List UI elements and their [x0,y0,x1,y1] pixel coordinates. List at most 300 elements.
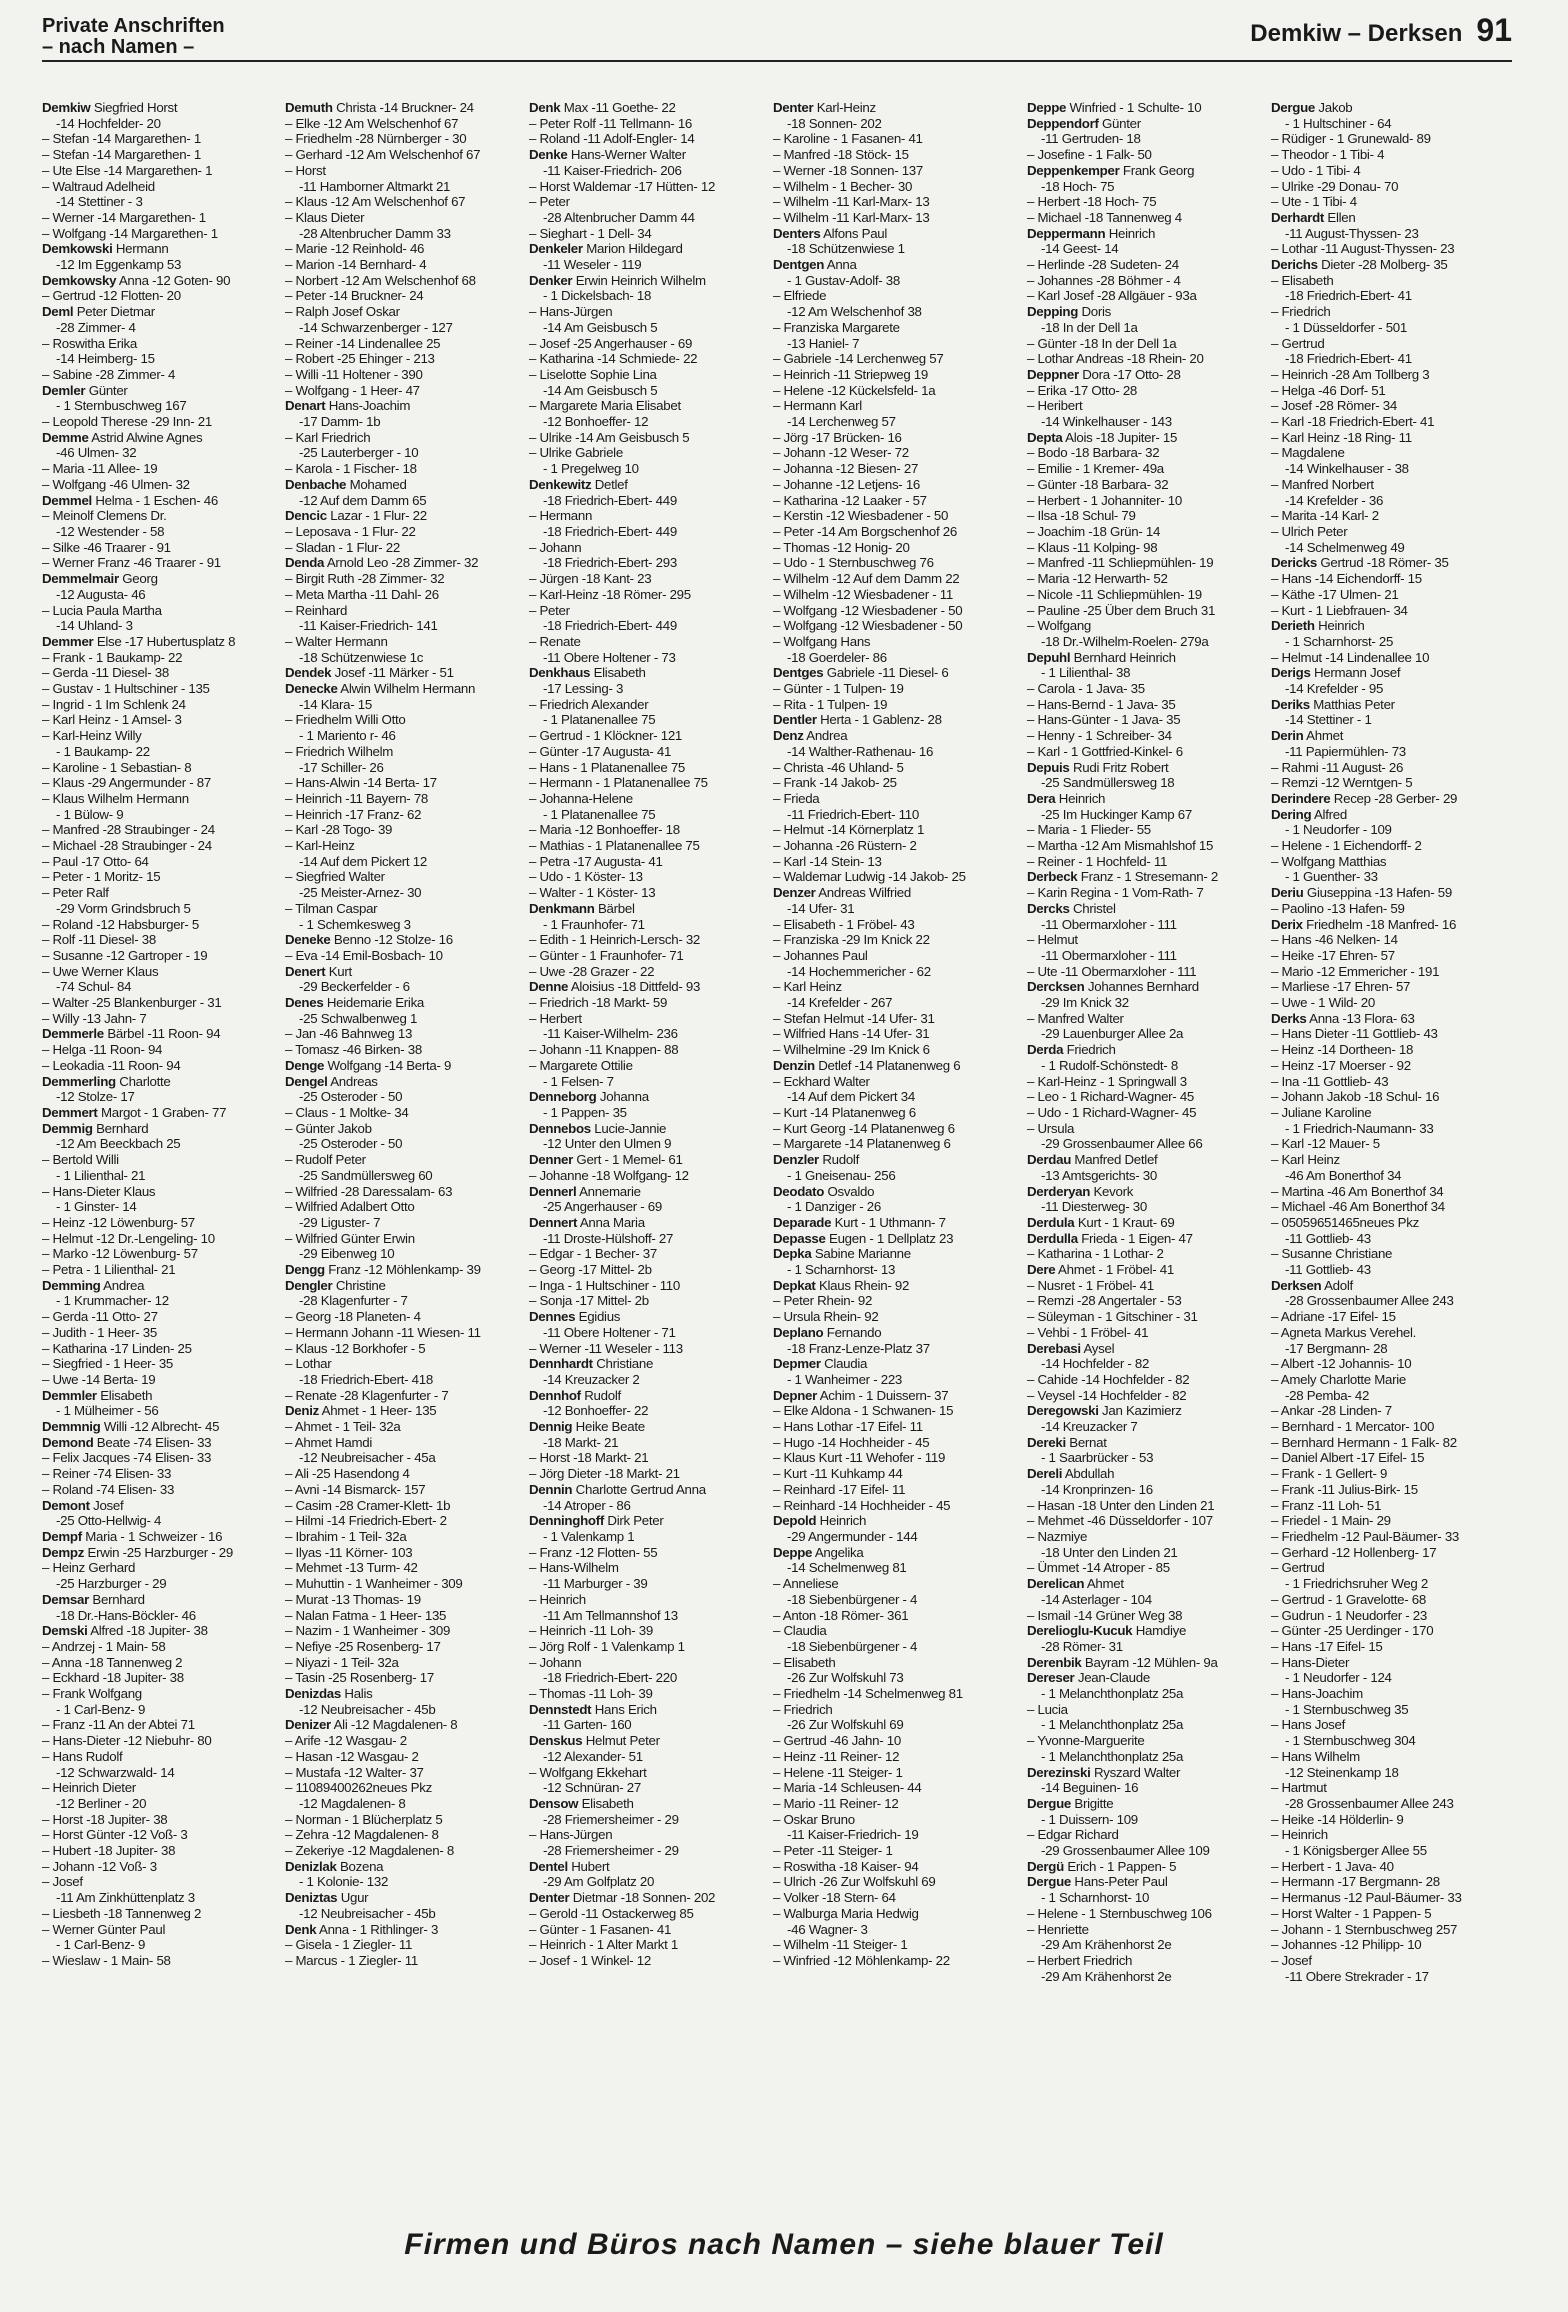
page-number: 91 [1476,12,1512,48]
surname: Denk [285,1921,317,1937]
entry-line: – Yvonne-Marguerite [1027,1733,1145,1749]
entry-line: – Erika -17 Otto- 28 [1027,382,1138,398]
entry-line: – Rita - 1 Tulpen- 19 [773,696,888,712]
surname-entry [285,932,520,948]
entry-line: – Hermann -17 Bergmann- 28 [1271,1874,1440,1890]
entry-line: – Hans - 1 Platanenallee 75 [529,759,686,775]
entry-line: – Hermanus -12 Paul-Bäumer- 33 [1271,1890,1462,1906]
surname-entry [285,1262,520,1278]
entry-line: – Johann Jakob -18 Schul- 16 [1271,1089,1440,1105]
entry-line: – Paolino -13 Hafen- 59 [1271,900,1405,916]
surname-entry [1027,1796,1262,1812]
surname-entry [1271,100,1506,116]
address-line: -12 Schwarzwald- 14 [56,1764,175,1780]
entry-line: – 11089400262neues Pkz [285,1780,432,1796]
address-line: -14 Hochfelder- 20 [56,115,161,131]
entry-line: – Hans Wilhelm [1271,1748,1360,1764]
surname: Deregowski [1027,1403,1099,1419]
entry-line: – Herbert -18 Hoch- 75 [1027,194,1157,210]
address-line: -28 Klagenfurter - 7 [299,1293,408,1309]
page-header [42,10,1512,62]
entry-line: – Ulrike Gabriele [529,445,623,461]
surname: Dennin [529,1481,573,1497]
entry-line: – Udo - 1 Richard-Wagner- 45 [1027,1105,1197,1120]
entry-line: – Kurt Georg -14 Platanenweg 6 [773,1120,955,1136]
entry-line: – Karl Heinz - 1 Amsel- 3 [42,712,182,728]
entry-detail: Heinrich [1318,618,1365,634]
surname-entry [285,508,520,524]
entry-line: – Hans-Joachim [1271,1686,1363,1702]
surname: Dereli [1027,1466,1063,1482]
entry-line: – Thomas -12 Honig- 20 [773,539,910,555]
address-line: - 1 Lilienthal- 38 [1041,665,1131,681]
entry-detail: Hans-Peter Paul [1074,1874,1168,1890]
surname-entry [1271,791,1506,807]
entry-line: – Heinrich -28 Am Tollberg 3 [1271,366,1430,382]
address-line: -29 Im Knick 32 [1041,995,1129,1011]
entry-detail: Heinrich [819,1513,867,1529]
address-line: - 1 Neudorfer - 109 [1285,822,1392,838]
entry-line: – Stefan -14 Margarethen- 1 [42,147,201,163]
entry-line: – Franziska -29 Im Knick 22 [773,932,930,948]
address-line: -13 Amtsgerichts- 30 [1041,1167,1157,1183]
surname-entry [773,712,1008,728]
entry-line: – Werner -18 Sonnen- 137 [773,162,923,178]
entry-line: – Herbert [529,1010,582,1026]
surname-entry [773,1058,1008,1074]
entry-line: – Leposava - 1 Flur- 22 [285,523,416,539]
entry-line: – Tasin -25 Rosenberg- 17 [285,1670,434,1686]
address-line: - 1 Carl-Benz- 9 [56,1701,146,1717]
surname: Denkmann [529,900,595,916]
entry-line: – Katharina - 1 Lothar- 2 [1027,1246,1164,1262]
surname-entry [1271,555,1506,571]
surname: Depkat [773,1277,816,1293]
surname: Dennhof [529,1387,581,1403]
address-line: -12 Westender - 58 [56,523,165,539]
surname: Demkiw [42,100,91,115]
address-line: -14 Winkelhauser - 143 [1041,414,1172,430]
surname: Dergue [1027,1795,1072,1811]
surname: Deppe [773,1544,813,1560]
surname: Depuhl [1027,649,1071,665]
entry-detail: Rudolf [584,1387,621,1403]
entry-line: – Ilyas -11 Körner- 103 [285,1544,413,1560]
surname-entry [1271,1278,1506,1294]
entry-line: – Helene -11 Steiger- 1 [773,1764,903,1780]
entry-detail: Anna -13 Flora- 63 [1309,1010,1415,1026]
surname-entry [529,1796,764,1812]
surname: Denskus [529,1733,583,1749]
entry-line: – Anton -18 Römer- 361 [773,1607,909,1623]
surname: Demmig [42,1120,93,1136]
entry-line: – Margarete Ottilie [529,1057,633,1073]
entry-line: – Wilhelm -11 Karl-Marx- 13 [773,209,930,225]
entry-detail: Ahmet [1306,728,1344,744]
entry-line: – Lothar -11 August-Thyssen- 23 [1271,241,1455,257]
entry-line: – Elisabeth - 1 Fröbel- 43 [773,916,915,932]
surname: Denters [773,225,821,241]
surname-entry [1027,1262,1262,1278]
entry-detail: Detlef -14 Platanenweg 6 [818,1057,961,1073]
entry-line: – Frieda [773,790,820,806]
surname: Dennstedt [529,1701,592,1717]
entry-line: – Wilfried Hans -14 Ufer- 31 [773,1026,930,1042]
surname-entry [1271,257,1506,273]
entry-line: – Tomasz -46 Birken- 38 [285,1042,422,1058]
entry-line: – Ute - 1 Tibi- 4 [1271,194,1357,210]
entry-line: – Hans-Wilhelm [529,1560,619,1576]
entry-line: – Wilhelmine -29 Im Knick 6 [773,1042,930,1058]
address-line: -11 Obere Holtener - 73 [543,649,676,665]
entry-line: – Ulrike -29 Donau- 70 [1271,178,1399,194]
address-line: -12 Neubreisacher - 45b [299,1905,436,1921]
entry-line: – Jörg Dieter -18 Markt- 21 [529,1466,680,1482]
entry-line: – Friedrich Wilhelm [285,743,394,759]
address-line: -29 Grossenbaumer Allee 66 [1041,1136,1203,1152]
entry-detail: Hans Erich [594,1701,657,1717]
address-line: -18 Friedrich-Ebert- 220 [543,1670,677,1686]
entry-line: – Margarete Maria Elisabet [529,398,681,414]
entry-line: – Elke Aldona - 1 Schwanen- 15 [773,1403,954,1419]
entry-line: – Elfriede [773,288,827,304]
entry-line: – Edith - 1 Heinrich-Lersch- 32 [529,932,701,948]
entry-line: – Mehmet -46 Düsseldorfer - 107 [1027,1513,1213,1529]
entry-line: – Gerhard -12 Am Welschenhof 67 [285,147,481,163]
entry-detail: Angelika [814,1544,864,1560]
address-line: -18 Siebenbürgener - 4 [787,1591,918,1607]
surname-entry [1271,697,1506,713]
entry-line: – Heinz -14 Dortheen- 18 [1271,1042,1414,1058]
entry-detail: Ahmet [1086,1576,1124,1592]
entry-detail: Kevork [1093,1183,1134,1199]
section-subtitle: – nach Namen – [42,36,195,58]
address-line: -14 Walther-Rathenau- 16 [787,743,934,759]
entry-line: – Hans -14 Eichendorff- 15 [1271,571,1422,587]
address-line: -12 Unter den Ulmen 9 [543,1136,672,1152]
entry-line: – Hans-Günter - 1 Java- 35 [1027,712,1181,728]
address-line: -12 Bonhoeffer- 12 [543,414,649,430]
surname: Dere [1027,1262,1056,1278]
address-line: -18 Friedrich-Ebert- 41 [1285,351,1412,367]
header-left [42,16,225,58]
surname: Dergue [1027,1874,1072,1890]
entry-detail: Heike Beate [575,1419,645,1435]
entry-line: – Helene - 1 Sternbuschweg 106 [1027,1905,1212,1921]
address-line: -25 Angerhauser - 69 [543,1199,662,1215]
address-line: -11 Gottlieb- 43 [1285,1262,1371,1278]
entry-line: – Siegfried Walter [285,869,385,885]
address-line: - 1 Guenther- 33 [1285,869,1378,885]
surname-entry [285,1686,520,1702]
surname-entry [529,100,764,116]
surname-entry [529,1733,764,1749]
entry-detail: Gertrud -18 Römer- 35 [1320,555,1449,571]
surname: Denizer [285,1717,331,1733]
address-line: -18 In der Dell 1a [1041,319,1138,335]
entry-line: – Günter -18 In der Dell 1a [1027,335,1177,351]
surname-entry [285,1922,520,1938]
entry-line: – Wolfgang -12 Wiesbadener - 50 [773,602,963,618]
surname: Derelican [1027,1576,1085,1592]
surname-entry [1027,116,1262,132]
address-line: -25 Sandmüllersweg 18 [1041,775,1175,791]
entry-line: – Adriane -17 Eifel- 15 [1271,1309,1396,1325]
surname-entry [1027,1859,1262,1875]
entry-detail: Karl-Heinz [816,100,876,115]
entry-line: – Michael -28 Straubinger - 24 [42,838,212,854]
surname: Denizdas [285,1686,341,1702]
entry-line: – Johann -12 Voß- 3 [42,1858,157,1874]
entry-line: – Günter -17 Augusta- 41 [529,743,672,759]
entry-detail: Christine [335,1277,386,1293]
entry-line: – Hans-Dieter -12 Niebuhr- 80 [42,1733,212,1749]
surname: Denizlak [285,1858,337,1874]
entry-line: – Karl-Heinz [285,838,355,854]
surname-entry [529,1388,764,1404]
address-line: -11 August-Thyssen- 23 [1285,225,1419,241]
address-line: - 1 Danziger - 26 [787,1199,881,1215]
address-line: -17 Bergmann- 28 [1285,1340,1388,1356]
entry-line: – Helga -11 Roon- 94 [42,1042,163,1058]
address-line: - 1 Duissern- 109 [1041,1811,1138,1827]
entry-detail: Jakob [1318,100,1353,115]
entry-line: – Karl Heinz [773,979,842,995]
surname: Dentges [773,665,824,681]
entry-line: – Joachim -18 Grün- 14 [1027,523,1161,539]
entry-line: – Marliese -17 Ehren- 57 [1271,979,1411,995]
entry-line: – Klaus -29 Angermunder - 87 [42,775,211,791]
surname: Denkeler [529,241,583,257]
surname-entry [1027,163,1262,179]
surname-entry [1027,901,1262,917]
surname: Derhardt [1271,209,1325,225]
address-line: -18 Schützenwiese 1 [787,241,905,257]
entry-line: – Ingrid - 1 Im Schlenk 24 [42,696,186,712]
address-line: - 1 Saarbrücker - 53 [1041,1450,1154,1466]
address-line: -11 Am Tellmannshof 13 [543,1607,678,1623]
entry-line: – Josef -28 Römer- 34 [1271,398,1397,414]
surname: Deniz [285,1403,319,1419]
entry-detail: Gert - 1 Memel- 61 [576,1152,683,1168]
surname: Derbeck [1027,869,1078,885]
entry-detail: Bernhard [96,1120,149,1136]
address-line: - 1 Pregelweg 10 [543,461,639,477]
entry-line: – Karl Heinz -18 Ring- 11 [1271,429,1412,445]
surname-entry [529,1482,764,1498]
surname: Dercks [1027,900,1070,916]
entry-line: – Friedhelm -14 Schelmenweg 81 [773,1686,963,1702]
address-line: - 1 Friedrichsruher Weg 2 [1285,1576,1429,1592]
entry-line: – Tilman Caspar [285,900,378,916]
address-line: -11 Garten- 160 [543,1717,632,1733]
entry-line: – Murat -13 Thomas- 19 [285,1591,421,1607]
address-line: -12 Im Eggenkamp 53 [56,257,182,273]
address-line: -25 Meister-Arnez- 30 [299,885,422,901]
entry-line: – Heinz -17 Moerser - 92 [1271,1057,1411,1073]
surname-entry [1027,1215,1262,1231]
entry-line: – Maria -11 Allee- 19 [42,461,158,477]
surname-entry [529,1356,764,1372]
entry-line: – Heribert [1027,398,1083,414]
surname-entry [773,100,1008,116]
entry-line: – Jörg Rolf - 1 Valenkamp 1 [529,1638,685,1654]
address-line: - 1 Melanchthonplatz 25a [1041,1686,1184,1702]
entry-line: – Albert -12 Johannis- 10 [1271,1356,1412,1372]
entry-line: – Rüdiger - 1 Grunewald- 89 [1271,131,1431,147]
surname-entry [529,241,764,257]
entry-detail: Marion Hildegard [586,241,683,257]
address-line: -28 Altenbrucher Damm 44 [543,209,695,225]
entry-line: – Sladan - 1 Flur- 22 [285,539,400,555]
surname: Depasse [773,1230,826,1246]
address-line: -13 Haniel- 7 [787,335,860,351]
surname-entry [773,1231,1008,1247]
address-line: -18 Goerdeler- 86 [787,649,887,665]
entry-line: – Herlinde -28 Sudeten- 24 [1027,257,1179,273]
surname: Deniztas [285,1890,338,1906]
surname-entry [285,665,520,681]
entry-line: – Manfred Norbert [1271,476,1374,492]
address-line: -12 Berliner - 20 [56,1795,147,1811]
address-line: -12 Schnüran- 27 [543,1780,641,1796]
entry-line: – Kurt - 1 Liebfrauen- 34 [1271,602,1408,618]
surname-entry [285,1717,520,1733]
address-line: -28 Zimmer- 4 [56,319,136,335]
entry-line: – Karl -12 Mauer- 5 [1271,1136,1380,1152]
surname-entry [42,1592,277,1608]
surname-entry [1027,1655,1262,1671]
surname: Derdau [1027,1152,1072,1168]
entry-line: – Wolfgang [1027,618,1092,634]
surname: Demmert [42,1105,98,1120]
entry-detail: Günter [1102,115,1141,131]
surname-entry [42,634,277,650]
entry-line: – Karin Regina - 1 Vom-Rath- 7 [1027,885,1204,901]
entry-detail: Mohamed [349,476,407,492]
address-line: -14 Klara- 15 [299,696,372,712]
entry-line: – Wolfgang Hans [773,633,871,649]
entry-line: – Frank - 1 Baukamp- 22 [42,649,183,665]
address-line: - 1 Platanenallee 75 [543,712,656,728]
surname: Denz [773,728,804,744]
surname-entry [1027,1152,1262,1168]
surname-entry [42,1074,277,1090]
entry-line: – Johanna -26 Rüstern- 2 [773,838,917,854]
address-line: -14 Hochfelder - 82 [1041,1356,1150,1372]
entry-line: – Süleyman - 1 Gitschiner - 31 [1027,1309,1198,1325]
entry-detail: Charlotte Gertrud Anna [575,1481,706,1497]
entry-line: – Meta Martha -11 Dahl- 26 [285,586,439,602]
entry-detail: Jean-Claude [1077,1670,1150,1686]
surname-entry [42,1121,277,1137]
entry-line: – Reiner - 1 Hochfeld- 11 [1027,853,1168,869]
entry-detail: Manfred Detlef [1074,1152,1158,1168]
entry-detail: Heinrich [1108,225,1156,241]
entry-line: – Juliane Karoline [1271,1105,1372,1120]
address-line: - 1 Scharnhorst- 13 [787,1262,896,1278]
address-line: -29 Am Golfplatz 20 [543,1874,655,1890]
surname: Depner [773,1387,818,1403]
entry-line: – Ulrich -26 Zur Wolfskuhl 69 [773,1874,936,1890]
entry-line: – Hans-Alwin -14 Berta- 17 [285,775,437,791]
entry-line: – Frank -11 Julius-Birk- 15 [1271,1481,1418,1497]
entry-line: – Marita -14 Karl- 2 [1271,508,1379,524]
entry-line: – Karoline - 1 Sebastian- 8 [42,759,192,775]
surname-entry [1027,1623,1262,1639]
entry-line: – Mario -12 Emmericher - 191 [1271,963,1440,979]
address-line: - 1 Pappen- 35 [543,1105,627,1120]
address-line: -14 Stettiner - 3 [56,194,143,210]
surname: Denninghoff [529,1513,604,1529]
entry-detail: Josef [93,1497,124,1513]
surname: Denkewitz [529,476,592,492]
surname-entry [1271,665,1506,681]
surname-entry [773,1215,1008,1231]
address-line: -46 Am Bonerthof 34 [1285,1167,1402,1183]
entry-line: – Winfried -12 Möhlenkamp- 22 [773,1952,950,1968]
surname: Dering [1271,806,1312,822]
address-line: - 1 Scharnhorst- 10 [1041,1890,1150,1906]
entry-line: – Franz -11 An der Abtei 71 [42,1717,195,1733]
address-line: -12 Steinenkamp 18 [1285,1764,1399,1780]
surname-entry [773,1325,1008,1341]
entry-line: – Johann [529,539,582,555]
address-line: -11 Obere Strekrader - 17 [1285,1968,1429,1984]
entry-line: – Maria - 1 Flieder- 55 [1027,822,1151,838]
surname-entry [1027,1341,1262,1357]
entry-detail: Christa -14 Bruckner- 24 [336,100,474,115]
surname-entry [285,555,520,571]
address-line: -25 Im Huckinger Kamp 67 [1041,806,1192,822]
address-line: - 1 Sternbuschweg 35 [1285,1701,1409,1717]
address-line: -11 Weseler - 119 [543,257,642,273]
entry-line: – Maria -12 Bonhoeffer- 18 [529,822,680,838]
entry-line: – Nefiye -25 Rosenberg- 17 [285,1638,441,1654]
entry-line: – Hartmut [1271,1780,1327,1796]
entry-line: – Johann - 1 Sternbuschweg 257 [1271,1921,1458,1937]
entry-detail: Kurt [328,963,352,979]
surname-entry [529,979,764,995]
entry-line: – Karl -28 Togo- 39 [285,822,393,838]
entry-detail: Bernat [1069,1434,1107,1450]
entry-line: – Mathias - 1 Platanenallee 75 [529,838,700,854]
entry-line: – Roswitha -18 Kaiser- 94 [773,1858,919,1874]
surname-entry [42,1435,277,1451]
address-line: -18 Dr.-Hans-Böckler- 46 [56,1607,196,1623]
entry-line: – Udo - 1 Tibi- 4 [1271,162,1361,178]
entry-detail: Herta - 1 Gablenz- 28 [820,712,942,728]
surname-entry [1027,1042,1262,1058]
entry-line: – Eva -14 Emil-Bosbach- 10 [285,947,443,963]
surname: Derenbik [1027,1654,1082,1670]
surname: Depuis [1027,759,1070,775]
entry-line: – Gudrun - 1 Neudorfer - 23 [1271,1607,1427,1623]
entry-line: – Remzi -28 Angertaler - 53 [1027,1293,1182,1309]
entry-line: – Agneta Markus Verehel. [1271,1324,1417,1340]
address-line: -14 Auf dem Pickert 34 [787,1089,915,1105]
entry-line: – Anneliese [773,1576,839,1592]
entry-detail: Andrea [103,1277,145,1293]
address-line: - 1 Sternbuschweg 167 [56,398,187,414]
entry-line: – Eckhard -18 Jupiter- 38 [42,1670,184,1686]
entry-line: – Wolfgang Ekkehart [529,1764,647,1780]
entry-detail: Claudia [824,1356,868,1372]
name-range: Demkiw – Derksen [1250,20,1463,47]
entry-line: – Jürgen -18 Kant- 23 [529,571,652,587]
entry-line: – Sonja -17 Mittel- 2b [529,1293,649,1309]
surname-entry [285,681,520,697]
